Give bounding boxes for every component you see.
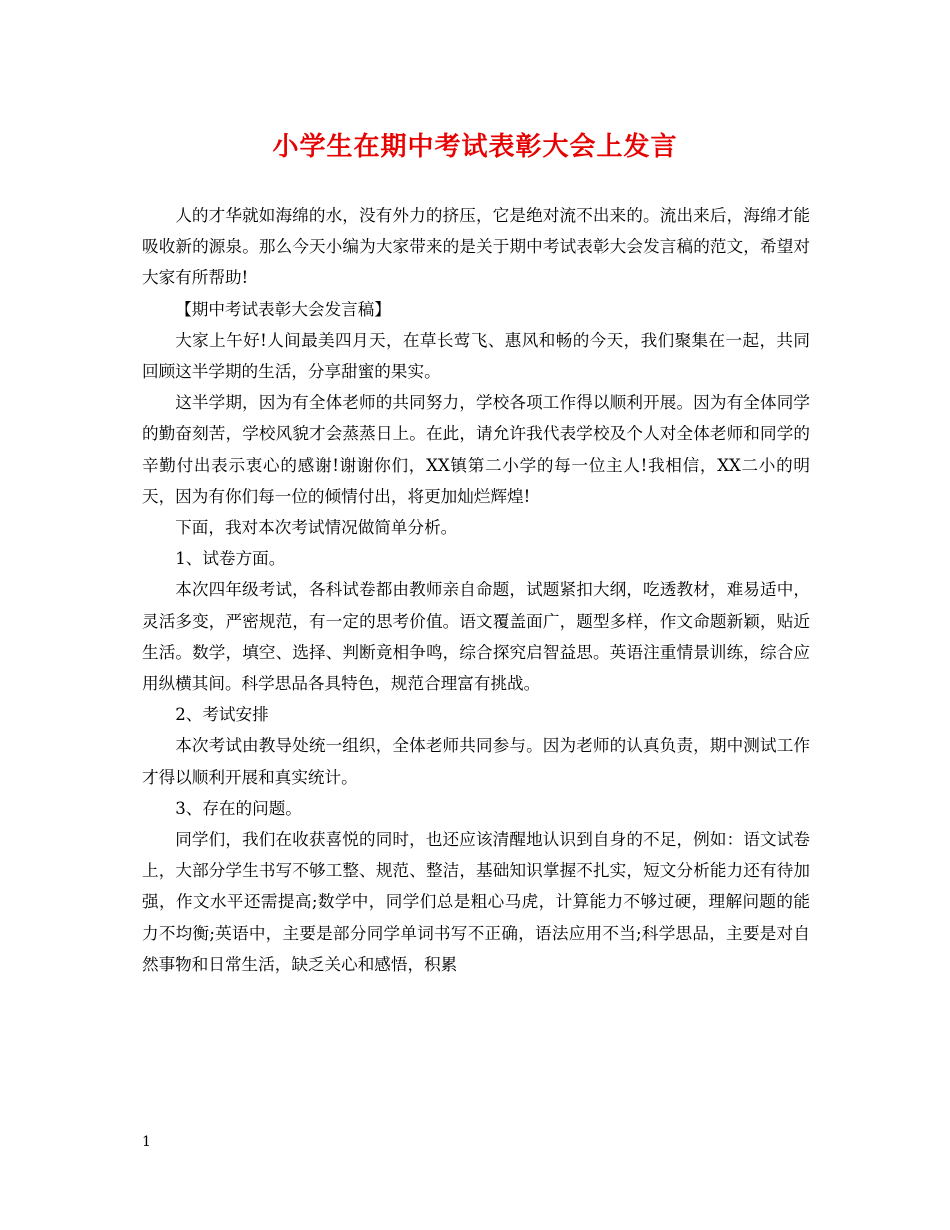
paragraph: 人的才华就如海绵的水，没有外力的挤压，它是绝对流不出来的。流出来后，海绵才能吸收新的源泉。那么今天小编为大家带来的是关于期中考试表彰大会发言稿的范文，希望对大家有所帮助! bbox=[142, 206, 810, 288]
paragraph: 1、试卷方面。 bbox=[175, 549, 286, 569]
page-number: 1 bbox=[142, 1134, 151, 1150]
paragraph: 同学们，我们在收获喜悦的同时，也还应该清醒地认识到自身的不足，例如：语文试卷上，大部分学生书写不够工整、规范、整洁，基础知识掌握不扎实，短文分析能力还有待加强，作文水平还需提高;数学中，同学们总是粗心马虎，计算能力不够过硬，理解问题的能力不均衡;英语中，主要是部分同学单词书写不正确，语法应用不当;科学思品，主要是对自然事物和日常生活，缺乏关心和感悟，积累 bbox=[142, 830, 810, 974]
paragraph: 大家上午好!人间最美四月天，在草长莺飞、惠风和畅的今天，我们聚集在一起，共同回顾这半学期的生活，分享甜蜜的果实。 bbox=[142, 330, 810, 382]
paragraph: 本次四年级考试，各科试卷都由教师亲自命题，试题紧扣大纲，吃透教材，难易适中，灵活多变，严密规范，有一定的思考价值。语文覆盖面广，题型多样，作文命题新颖，贴近生活。数学，填空、选择、判断竟相争鸣，综合探究启智益思。英语注重情景训练，综合应用纵横其间。科学思品各具特色，规范合理富有挑战。 bbox=[142, 580, 810, 694]
document-title: 小学生在期中考试表彰大会上发言 bbox=[272, 132, 678, 162]
paragraph: 下面，我对本次考试情况做简单分析。 bbox=[175, 518, 458, 538]
paragraph: 这半学期，因为有全体老师的共同努力，学校各项工作得以顺利开展。因为有全体同学的勤奋刻苦，学校风貌才会蒸蒸日上。在此，请允许我代表学校及个人对全体老师和同学的辛勤付出表示衷心的感谢!谢谢你们，XX镇第二小学的每一位主人!我相信，XX二小的明天，因为有你们每一位的倾情付出，将更加灿烂辉煌! bbox=[142, 393, 810, 506]
paragraph: 本次考试由教导处统一组织，全体老师共同参与。因为老师的认真负责，期中测试工作才得以顺利开展和真实统计。 bbox=[142, 736, 810, 787]
document-body bbox=[142, 200, 810, 980]
paragraph: 【期中考试表彰大会发言稿】 bbox=[175, 299, 391, 319]
paragraph: 3、存在的问题。 bbox=[175, 798, 302, 818]
paragraph: 2、考试安排 bbox=[175, 705, 269, 725]
